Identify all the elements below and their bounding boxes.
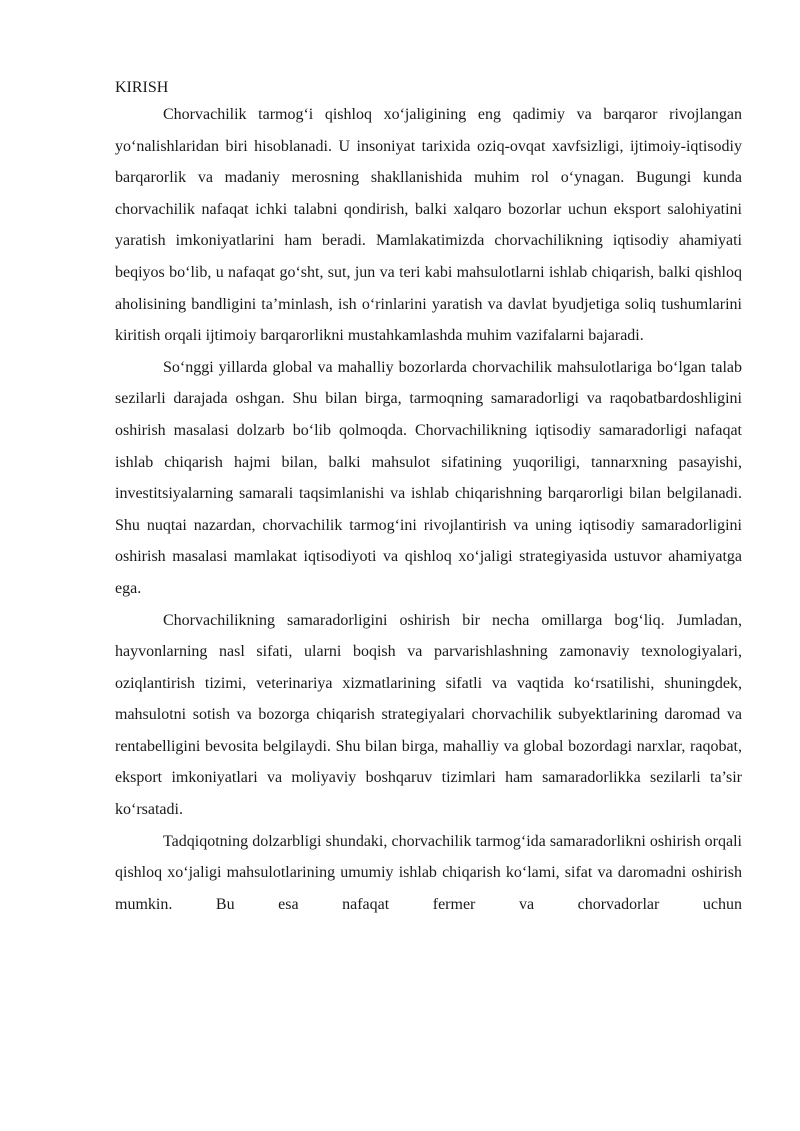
paragraph-4: Tadqiqotning dolzarbligi shundaki, chorvachilik tarmog‘ida samaradorlikni oshirish orqali qishloq xo‘jaligi mahsulotlarining umumiy ishlab chiqarish ko‘lami, sifat va daromadni oshirish mumkin. Bu esa nafaqat fermer va chorvadorlar uchun — [115, 832, 742, 913]
document-page — [115, 72, 742, 920]
paragraph-1: Chorvachilik tarmog‘i qishloq xo‘jaligining eng qadimiy va barqaror rivojlangan yo‘nalishlaridan biri hisoblanadi. U insoniyat tarixida oziq-ovqat xavfsizligi, ijtimoiy-iqtisodiy barqarorlik va madaniy merosning shakllanishida muhim rol o‘ynagan. Bugungi kunda chorvachilik nafaqat ichki talabni qondirish, balki xalqaro bozorlar uchun eksport salohiyatini yaratish imkoniyatlarini ham beradi. Mamlakatimizda chorvachilikning iqtisodiy ahamiyati beqiyos bo‘lib, u nafaqat go‘sht, sut, jun va teri kabi mahsulotlarni ishlab chiqarish, balki qishloq aholisining bandligini ta’minlash, ish o‘rinlarini yaratish va davlat byudjetiga soliq tushumlarini kiritish orqali ijtimoiy barqarorlikni mustahkamlashda muhim vazifalarni bajaradi. — [115, 106, 742, 345]
section-heading: KIRISH — [115, 79, 169, 96]
paragraph-3: Chorvachilikning samaradorligini oshirish bir necha omillarga bog‘liq. Jumladan, hayvonlarning nasl sifati, ularni boqish va parvarishlashning zamonaviy texnologiyalari, oziqlantirish tizimi, veterinariya xizmatlarining sifatli va vaqtida ko‘rsatilishi, shuningdek, mahsulotni sotish va bozorga chiqarish strategiyalari chorvachilik subyektlarining daromad va rentabelligini bevosita belgilaydi. Shu bilan birga, mahalliy va global bozordagi narxlar, raqobat, eksport imkoniyatlari va moliyaviy boshqaruv tizimlari ham samaradorlikka sezilarli ta’sir ko‘rsatadi. — [115, 611, 742, 819]
paragraph-2: So‘nggi yillarda global va mahalliy bozorlarda chorvachilik mahsulotlariga bo‘lgan talab sezilarli darajada oshgan. Shu bilan birga, tarmoqning samaradorligi va raqobatbardoshligini oshirish masalasi dolzarb bo‘lib qolmoqda. Chorvachilikning iqtisodiy samaradorligi nafaqat ishlab chiqarish hajmi bilan, balki mahsulot sifatining yuqoriligi, tannarxning pasayishi, investitsiyalarning samarali taqsimlanishi va ishlab chiqarishning barqarorligi bilan belgilanadi. Shu nuqtai nazardan, chorvachilik tarmog‘ini rivojlantirish va uning iqtisodiy samaradorligini oshirish masalasi mamlakat iqtisodiyoti va qishloq xo‘jaligi strategiyasida ustuvor ahamiyatga ega. — [115, 358, 742, 597]
